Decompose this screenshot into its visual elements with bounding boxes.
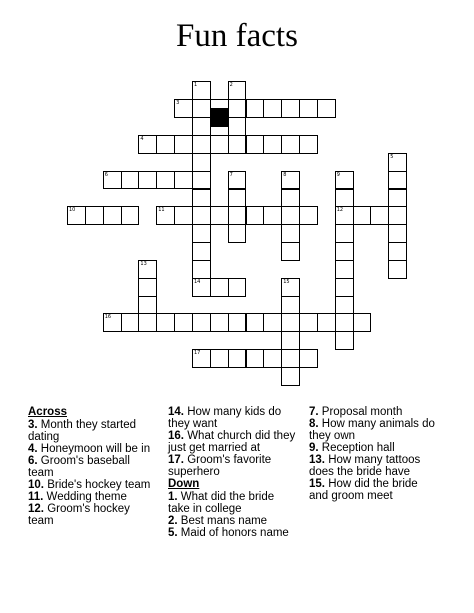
grid-cell[interactable]	[192, 135, 211, 154]
clue-item-number: 2.	[168, 515, 178, 527]
grid-cell[interactable]	[281, 278, 300, 297]
grid-cell[interactable]	[281, 99, 300, 118]
grid-cell[interactable]	[228, 313, 247, 332]
clue-item-number: 9.	[309, 442, 319, 454]
grid-cell[interactable]	[263, 349, 282, 368]
clue-item	[28, 491, 158, 503]
grid-cell[interactable]	[192, 153, 211, 172]
grid-cell[interactable]	[281, 206, 300, 225]
clue-item	[309, 406, 439, 418]
grid-cell[interactable]	[192, 224, 211, 243]
grid-cell[interactable]	[228, 135, 247, 154]
clue-item	[28, 479, 158, 491]
grid-cell[interactable]	[281, 331, 300, 350]
clue-item-text: Groom's hockey team	[28, 503, 130, 527]
clue-item-number: 12.	[28, 503, 44, 515]
clue-item	[309, 418, 439, 442]
clue-number: 14	[193, 278, 201, 285]
clue-item-number: 3.	[28, 419, 38, 431]
clue-item	[28, 455, 158, 479]
grid-cell[interactable]	[192, 349, 211, 368]
grid-cell[interactable]	[335, 171, 354, 190]
grid-cell[interactable]	[138, 278, 157, 297]
grid-cell[interactable]	[174, 206, 193, 225]
clue-item-number: 14.	[168, 406, 184, 418]
grid-cell[interactable]	[281, 296, 300, 315]
grid-cell[interactable]	[281, 224, 300, 243]
grid-cell[interactable]	[335, 224, 354, 243]
clue-item	[168, 527, 298, 539]
clue-item	[28, 503, 158, 527]
clue-item-text: Best mans name	[177, 515, 268, 527]
grid-cell[interactable]	[192, 260, 211, 279]
clue-number: 4	[140, 135, 144, 142]
grid-cell[interactable]	[263, 313, 282, 332]
grid-cell[interactable]	[138, 296, 157, 315]
clue-number: 9	[336, 171, 340, 178]
grid-cell[interactable]	[192, 313, 211, 332]
grid-cell[interactable]	[281, 189, 300, 208]
grid-cell[interactable]	[335, 189, 354, 208]
clue-number: 1	[193, 82, 198, 89]
grid-cell[interactable]	[121, 313, 140, 332]
grid-cell[interactable]	[299, 206, 318, 225]
clue-item	[309, 478, 439, 502]
clue-item-number: 6.	[28, 455, 38, 467]
clue-item-number: 5.	[168, 527, 178, 539]
grid-cell[interactable]	[317, 99, 336, 118]
grid-cell[interactable]	[192, 189, 211, 208]
across-clue-list	[28, 419, 158, 527]
clues-column-3	[309, 406, 439, 502]
grid-cell[interactable]	[299, 99, 318, 118]
grid-cell[interactable]	[281, 242, 300, 261]
grid-cell[interactable]	[281, 135, 300, 154]
clue-item	[309, 442, 439, 454]
grid-cell[interactable]	[192, 206, 211, 225]
grid-cell[interactable]	[192, 99, 211, 118]
grid-cell[interactable]	[388, 153, 407, 172]
clue-number: 10	[69, 207, 76, 214]
grid-cell[interactable]	[281, 313, 300, 332]
grid-cell[interactable]	[353, 206, 372, 225]
clue-item-number: 16.	[168, 430, 184, 442]
clue-item-text: Groom's baseball team	[28, 455, 130, 479]
grid-cell[interactable]	[299, 135, 318, 154]
clue-number: 16	[104, 314, 112, 321]
grid-cell[interactable]	[210, 349, 229, 368]
grid-cell[interactable]	[228, 171, 247, 190]
clue-item-number: 7.	[309, 406, 319, 418]
grid-cell[interactable]	[192, 278, 211, 297]
clue-item-text: Wedding theme	[43, 491, 127, 503]
grid-cell[interactable]	[388, 224, 407, 243]
clue-number: 11	[158, 207, 165, 214]
clue-item-text: How many tattoos does the bride have	[309, 454, 421, 478]
grid-cell[interactable]	[192, 117, 211, 136]
clue-number: 7	[229, 171, 233, 178]
clue-number: 15	[283, 278, 290, 285]
grid-cell[interactable]	[353, 313, 372, 332]
clue-item-text: Bride's hockey team	[44, 479, 151, 491]
grid-cell[interactable]	[103, 171, 122, 190]
clue-item-text: How did the bride and groom meet	[309, 478, 418, 502]
grid-cell[interactable]	[121, 171, 140, 190]
clue-item	[28, 443, 158, 455]
across-heading: Across	[28, 406, 67, 418]
grid-cell[interactable]	[228, 224, 247, 243]
grid-cell[interactable]	[281, 367, 300, 386]
down-clue-list-continued	[309, 406, 439, 502]
grid-cell[interactable]	[228, 278, 247, 297]
down-clue-list	[168, 491, 298, 539]
clue-item	[168, 406, 298, 430]
grid-cell[interactable]	[156, 171, 175, 190]
clue-item-number: 1.	[168, 491, 178, 503]
clue-item-text: What church did they just get married at	[168, 430, 296, 454]
grid-cell[interactable]	[174, 135, 193, 154]
grid-cell[interactable]	[192, 242, 211, 261]
grid-cell[interactable]	[174, 171, 193, 190]
clue-item-number: 4.	[28, 443, 38, 455]
grid-cell[interactable]	[317, 313, 336, 332]
clue-item-number: 11.	[28, 491, 44, 503]
clue-item-text: Honeymoon will be in	[37, 443, 151, 455]
grid-cell[interactable]	[67, 206, 86, 225]
grid-cell[interactable]	[156, 135, 175, 154]
grid-cell[interactable]	[263, 99, 282, 118]
grid-cell[interactable]	[388, 260, 407, 279]
grid-cell[interactable]	[210, 206, 229, 225]
grid-cell[interactable]	[210, 135, 229, 154]
clue-number: 12	[336, 207, 344, 214]
clue-item-number: 15.	[309, 478, 325, 490]
grid-cell[interactable]	[388, 242, 407, 261]
grid-cell[interactable]	[192, 171, 211, 190]
grid-cell[interactable]	[228, 189, 247, 208]
across-clue-list-continued	[168, 406, 298, 478]
grid-cell[interactable]	[335, 260, 354, 279]
clue-item-text: Proposal month	[318, 406, 403, 418]
clue-item-number: 17.	[168, 454, 184, 466]
grid-cell[interactable]	[210, 278, 229, 297]
grid-cell[interactable]	[388, 206, 407, 225]
grid-cell[interactable]	[246, 313, 265, 332]
clue-item-text: What did the bride take in college	[168, 491, 275, 515]
grid-cell[interactable]	[103, 313, 122, 332]
grid-cell[interactable]	[370, 206, 389, 225]
clues-column-2	[168, 406, 298, 539]
grid-cell[interactable]	[138, 260, 157, 279]
grid-cell[interactable]	[228, 99, 247, 118]
grid-cell[interactable]	[299, 313, 318, 332]
clue-item-text: How many animals do they own	[309, 418, 435, 442]
clue-item-text: Groom's favorite superhero	[168, 454, 272, 478]
black-cell	[210, 108, 229, 127]
grid-cell[interactable]	[335, 206, 354, 225]
clue-number: 8	[283, 171, 287, 178]
grid-cell[interactable]	[138, 171, 157, 190]
clue-item	[168, 454, 298, 478]
clue-item	[28, 419, 158, 443]
clue-item-number: 8.	[309, 418, 319, 430]
grid-cell[interactable]	[388, 171, 407, 190]
grid-cell[interactable]	[246, 99, 265, 118]
grid-cell[interactable]	[335, 313, 354, 332]
clue-number: 13	[140, 260, 147, 267]
grid-cell[interactable]	[228, 117, 247, 136]
grid-cell[interactable]	[192, 81, 211, 100]
grid-cell[interactable]	[210, 313, 229, 332]
grid-cell[interactable]	[246, 206, 265, 225]
puzzle-title: Fun facts	[176, 18, 298, 54]
clue-item	[168, 515, 298, 527]
clue-item-number: 10.	[28, 479, 44, 491]
grid-cell[interactable]	[263, 135, 282, 154]
clue-number: 2	[229, 82, 233, 89]
grid-cell[interactable]	[228, 206, 247, 225]
clue-item	[168, 430, 298, 454]
grid-cell[interactable]	[281, 349, 300, 368]
clue-item-text: How many kids do they want	[168, 406, 282, 430]
clue-item-text: Maid of honors name	[177, 527, 289, 539]
grid-cell[interactable]	[174, 99, 193, 118]
clues-column-1	[28, 406, 158, 527]
grid-cell[interactable]	[335, 331, 354, 350]
grid-cell[interactable]	[228, 349, 247, 368]
clue-item	[168, 491, 298, 515]
clue-item	[309, 454, 439, 478]
grid-cell[interactable]	[335, 278, 354, 297]
clue-number: 17	[193, 350, 201, 357]
clue-number: 5	[390, 153, 394, 160]
grid-cell[interactable]	[138, 313, 157, 332]
grid-cell[interactable]	[246, 135, 265, 154]
clue-number: 3	[176, 100, 180, 107]
clue-item-text: Reception hall	[318, 442, 395, 454]
grid-cell[interactable]	[103, 206, 122, 225]
grid-cell[interactable]	[335, 242, 354, 261]
grid-cell[interactable]	[121, 206, 140, 225]
grid-cell[interactable]	[335, 296, 354, 315]
grid-cell[interactable]	[156, 313, 175, 332]
clue-number: 6	[104, 171, 108, 178]
grid-cell[interactable]	[138, 135, 157, 154]
down-heading: Down	[168, 478, 200, 490]
grid-cell[interactable]	[85, 206, 104, 225]
grid-cell[interactable]	[281, 171, 300, 190]
grid-cell[interactable]	[156, 206, 175, 225]
grid-cell[interactable]	[174, 313, 193, 332]
grid-cell[interactable]	[299, 349, 318, 368]
clue-item-text: Month they started dating	[28, 419, 137, 443]
clue-item-number: 13.	[309, 454, 325, 466]
grid-cell[interactable]	[263, 206, 282, 225]
grid-cell[interactable]	[246, 349, 265, 368]
grid-cell[interactable]	[228, 81, 247, 100]
grid-cell[interactable]	[388, 189, 407, 208]
